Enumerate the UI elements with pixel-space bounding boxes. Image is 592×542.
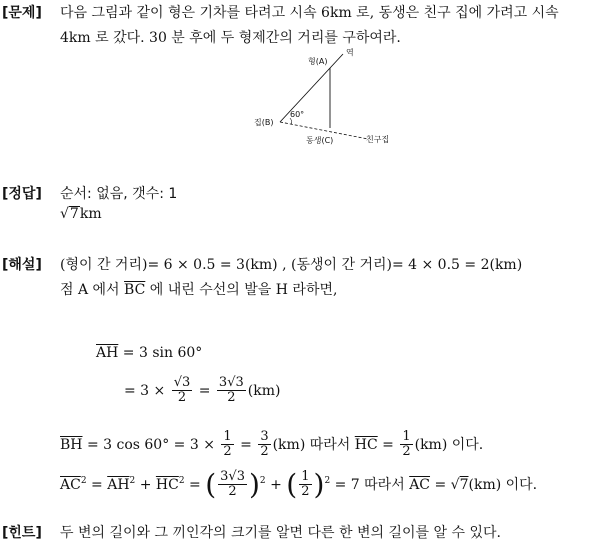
equation-ah-2: = 3 × $\frac{√3}{2}$ = $\frac{3√3}{2}$ (km) [124,375,281,406]
equation-ah: $\overline{AH} = 3$ sin 60° [96,345,203,361]
label-station: 역 [346,48,354,57]
problem-line-1: 다음 그림과 같이 형은 기차를 타려고 시속 6km 로, 동생은 친구 집에 가려고 시속 [60,5,559,21]
equation-bh: $\overline{BH} = 3$ cos 60° = 3 × $\frac{1}{2}$ = $\frac{3}{2}$ (km) 따라서 $\overline{HC}$ = $\frac{1}{2}$ (km) 이다. [60,429,484,460]
solution-line-1: (형이 간 거리)= 6 × 0.5 = 3(km) , (동생이 간 거리)= 4 × 0.5 = 2(km) [60,257,523,273]
label-brother-a: 형(A) [308,57,328,66]
label-home-b: 집(B) [254,118,274,127]
answer-tag: [정답] [2,186,42,202]
label-brother-c: 동생(C) [306,136,334,145]
answer-meta: 순서: 없음, 갯수: 1 [60,186,178,202]
answer-value: √7km [60,206,102,222]
hint-tag: [힌트] [2,525,42,541]
hint-text: 두 변의 길이와 그 끼인각의 크기를 알면 다른 한 변의 길이를 알 수 있다. [60,525,501,541]
equation-ac: $\overline{AC}^2 = \overline{AH}^2 + \overline{HC}^2$ = ( $\frac{3√3}{2}$ )$^2$ + ( $\frac{1}{2}$ )$^2$ = 7 따라서 $\overline{AC} = √7(km)$ 이다. [60,467,538,501]
sqrt-symbol: √7 [60,206,79,222]
problem-tag: [문제] [2,5,42,21]
label-friend-house: 친구집 [366,135,390,144]
problem-figure [250,44,410,154]
solution-tag: [해설] [2,257,42,273]
solution-line-2: 점 A 에서 $\overline{BC}$ 에 내린 수선의 발을 H 라하면, [60,282,338,298]
label-angle: 60° [290,110,305,119]
problem-line-2: 4km 로 갔다. 30 분 후에 두 형제간의 거리를 구하여라. [60,30,401,46]
